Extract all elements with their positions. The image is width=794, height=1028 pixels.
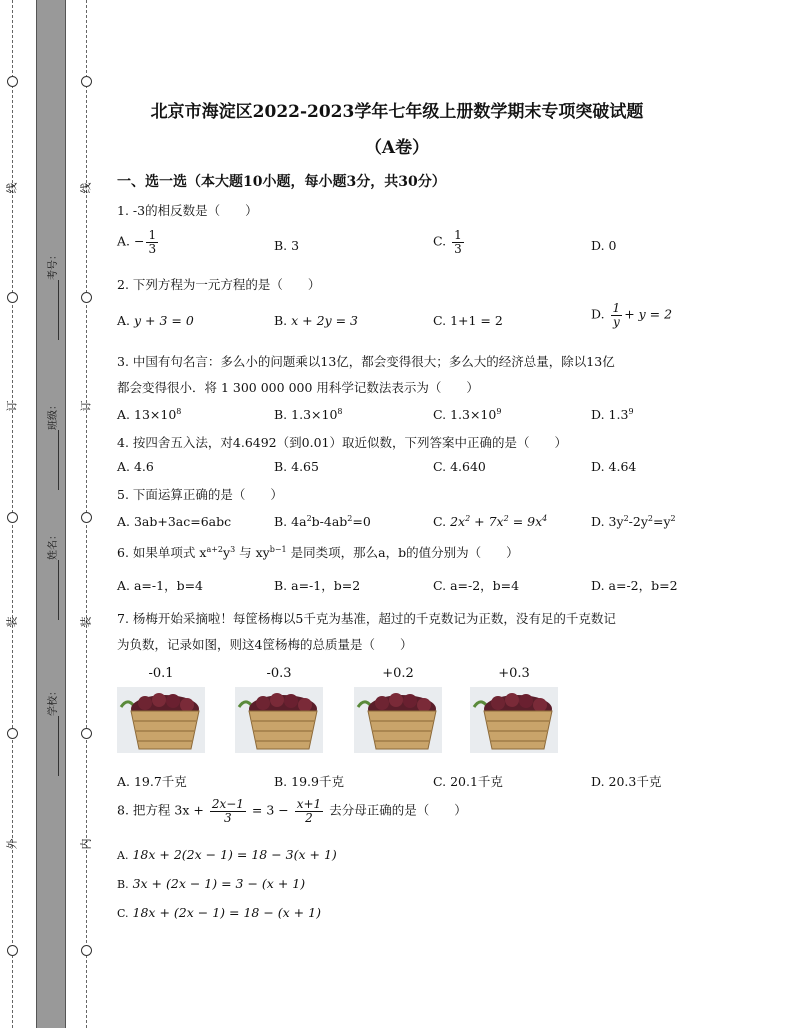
q4-option-a: A. 4.6 [117,459,154,474]
q7-option-b: B. 19.9千克 [274,774,344,789]
question-6: 6. 如果单项式 $x^{a+2}y^3$ 与 $xy^{b-1}$ 是同类项，那么a，b的值分别为（ ） [117,544,519,560]
question-5: 5. 下面运算正确的是（ ） [117,487,283,502]
q3-option-b: B. $1.3\times 10^8$ [274,407,343,423]
margin-char-xian-outer: 线 [5,182,19,194]
binding-hole [81,945,92,956]
q4-option-d: D. 4.64 [591,459,637,474]
exam-title: 北京市海淀区2022-2023学年七年级上册数学期末专项突破试题 [150,102,644,122]
margin-char-zhuang-outer: 装 [5,616,19,628]
q6-option-d: D. a=-2，b=2 [591,578,678,593]
bayberry-basket-image [470,687,558,753]
question-4: 4. 按四舍五入法，对4.6492（到0.01）取近似数，下列答案中正确的是（ ） [117,435,567,450]
q7-option-a: A. 19.7千克 [117,774,187,789]
margin-char-xian-inner: 线 [79,182,93,194]
bayberry-basket-image [354,687,442,753]
exam-subtitle: （A卷） [364,138,430,158]
field-name: 姓名： [44,530,59,620]
binding-strip [36,0,66,1028]
margin-char-ding-inner: 订 [79,400,93,412]
binding-margin [0,0,100,1028]
q4-option-b: B. 4.65 [274,459,319,474]
q3-option-a: A. $13\times 10^8$ [117,407,182,423]
basket-label: +0.3 [498,666,530,681]
question-3-line1: 3. 中国有句名言：多么小的问题乘以13亿，都会变得很大；多么大的经济总量，除以13亿 [117,354,615,369]
q8-option-b: B. 3x + (2x − 1) = 3 − (x + 1) [117,876,306,891]
q2-option-c: C. 1+1 = 2 [433,313,503,328]
q4-option-c: C. 4.640 [433,459,486,474]
basket-label: +0.2 [382,666,414,681]
q2-option-a: A. y + 3 = 0 [117,313,194,328]
binding-hole [7,76,18,87]
q8-option-c: C. 18x + (2x − 1) = 18 − (x + 1) [117,905,321,920]
question-8: 8. 把方程 3x + $\frac{2x-1}{3}$ = 3 − $\frac{x+1}{2}$ 去分母正确的是（ ） [117,797,467,825]
binding-hole [7,512,18,523]
basket-label: -0.1 [148,666,174,681]
q5-option-a: A. 3ab+3ac=6abc [117,514,232,529]
q1-option-c: C. $\frac{1}{3}$ [433,228,462,256]
question-2: 2. 下列方程为一元方程的是（ ） [117,277,321,292]
question-3-line2: 都会变得很小．将 1 300 000 000 用科学记数法表示为（ ） [117,380,479,395]
binding-hole [7,728,18,739]
section-heading: 一、选一选（本大题10小题，每小题3分，共30分） [117,174,446,190]
q1-option-b: B. 3 [274,238,300,253]
basket-label: -0.3 [266,666,292,681]
q7-option-c: C. 20.1千克 [433,774,503,789]
bayberry-basket-image [117,687,205,753]
q2-option-b: B. x + 2y = 3 [274,313,359,328]
field-school: 学校： [44,686,59,776]
margin-char-wai: 外 [5,838,19,850]
bayberry-basket-image [235,687,323,753]
q6-option-c: C. a=-2，b=4 [433,578,520,593]
q6-option-b: B. a=-1，b=2 [274,578,361,593]
q5-option-c: C. $2x^2 + 7x^2 = 9x^4$ [433,514,548,530]
q8-option-a: A. 18x + 2(2x − 1) = 18 − 3(x + 1) [117,847,337,862]
q5-option-d: D. $3y^2-2y^2=y^2$ [591,514,676,530]
question-7-line2: 为负数，记录如图，则这4筐杨梅的总质量是（ ） [117,637,413,652]
q5-option-b: B. $4a^2b-4ab^2=0$ [274,514,371,530]
q1-option-a: A. − $\frac{1}{3}$ [117,228,157,256]
margin-char-ding-outer: 订 [5,400,19,412]
binding-hole [81,292,92,303]
binding-hole [81,76,92,87]
binding-hole [7,945,18,956]
q3-option-d: D. $1.3^9$ [591,407,634,423]
binding-hole [81,512,92,523]
q2-option-d: D. $\frac{1}{y}$ + y = 2 [591,301,673,329]
q7-option-d: D. 20.3千克 [591,774,662,789]
q6-option-a: A. a=-1，b=4 [117,578,204,593]
question-7-line1: 7. 杨梅开始采摘啦！每筐杨梅以5千克为基准，超过的千克数记为正数，没有足的千克数记 [117,611,616,626]
q1-option-d: D. 0 [591,238,617,253]
margin-char-nei: 内 [79,838,93,850]
binding-hole [7,292,18,303]
question-1: 1. -3的相反数是（ ） [117,203,258,218]
binding-hole [81,728,92,739]
field-exam-number: 考号： [44,250,59,340]
q3-option-c: C. $1.3\times 10^9$ [433,407,502,423]
field-class: 班级： [44,400,59,490]
margin-char-zhuang-inner: 装 [79,616,93,628]
